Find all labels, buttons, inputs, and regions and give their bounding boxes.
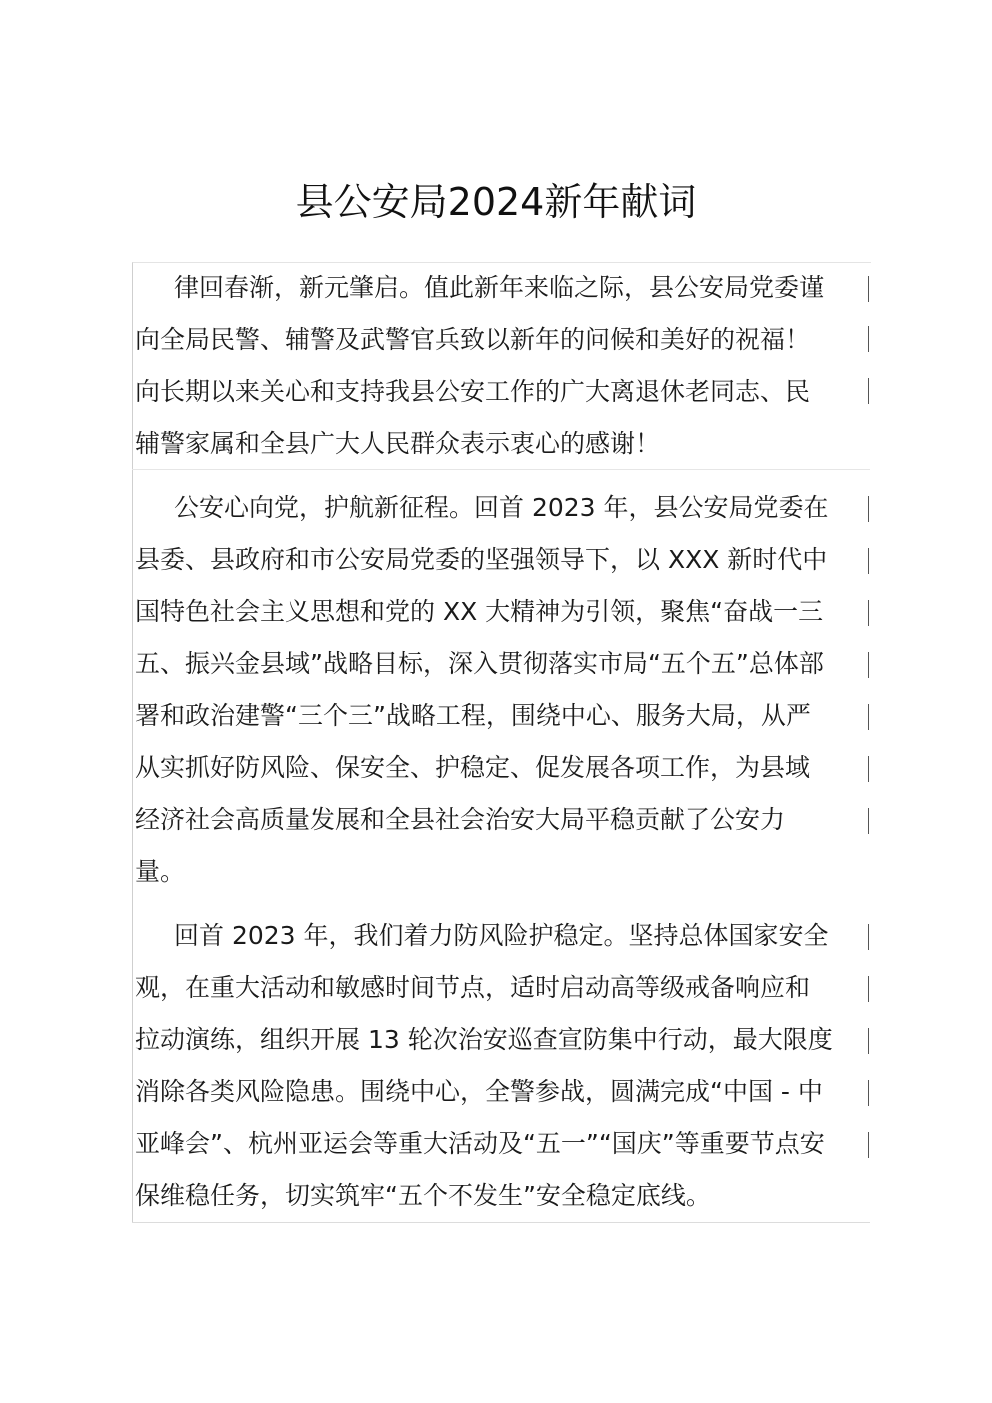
paragraph-separator: [132, 469, 870, 470]
paragraph-line: 署和政治建警“三个三”战略工程，围绕中心、服务大局，从严: [135, 701, 811, 730]
paragraph-line: 回首 2023 年，我们着力防风险护稳定。坚持总体国家安全: [174, 921, 829, 950]
paragraph-line: 县委、县政府和市公安局党委的坚强领导下，以 XXX 新时代中: [135, 545, 828, 574]
paragraph-line: 国特色社会主义思想和党的 XX 大精神为引领，聚焦“奋战一三: [135, 597, 824, 626]
line-end-bar: [868, 756, 869, 782]
paragraph-line: 观，在重大活动和敏感时间节点，适时启动高等级戒备响应和: [135, 973, 811, 1002]
line-end-bar: [868, 924, 869, 950]
line-end-bar: [868, 496, 869, 522]
document-title: 县公安局2024新年献词: [295, 180, 697, 224]
line-end-bar: [868, 976, 869, 1002]
line-end-bar: [868, 548, 869, 574]
paragraph-line: 经济社会高质量发展和全县社会治安大局平稳贡献了公安力: [135, 805, 786, 834]
paragraph-line: 辅警家属和全县广大人民群众表示衷心的感谢！: [135, 429, 661, 458]
line-end-bar: [868, 1132, 869, 1158]
paragraph-line: 亚峰会”、杭州亚运会等重大活动及“五一”“国庆”等重要节点安: [135, 1129, 825, 1158]
paragraph-line: 律回春渐，新元肇启。值此新年来临之际，县公安局党委谨: [174, 273, 825, 302]
line-end-bar: [868, 600, 869, 626]
paragraph-line: 消除各类风险隐患。围绕中心，全警参战，圆满完成“中国 - 中: [135, 1077, 823, 1106]
line-end-bar: [868, 276, 869, 302]
line-end-bar: [868, 1080, 869, 1106]
paragraph-line: 保维稳任务，切实筑牢“五个不发生”安全稳定底线。: [135, 1181, 711, 1210]
line-end-bar: [868, 1028, 869, 1054]
paragraph-1: [132, 270, 870, 458]
paragraph-line: 五、振兴金县域”战略目标，深入贯彻落实市局“五个五”总体部: [135, 649, 824, 678]
line-end-bar: [868, 808, 869, 834]
paragraph-line: 量。: [135, 857, 186, 886]
paragraph-line: 从实抓好防风险、保安全、护稳定、促发展各项工作，为县域: [135, 753, 811, 782]
paragraph-3: [132, 918, 870, 1218]
frame-bottom-border: [132, 1222, 870, 1223]
paragraph-line: 向全局民警、辅警及武警官兵致以新年的问候和美好的祝福！: [135, 325, 811, 354]
paragraph-line: 拉动演练，组织开展 13 轮次治安巡查宣防集中行动，最大限度: [135, 1025, 833, 1054]
line-end-bar: [868, 652, 869, 678]
line-end-bar: [868, 378, 869, 404]
line-end-bar: [868, 704, 869, 730]
line-end-bar: [868, 326, 869, 352]
paragraph-2: [132, 490, 870, 890]
paragraph-line: 公安心向党，护航新征程。回首 2023 年，县公安局党委在: [174, 493, 829, 522]
paragraph-line: 向长期以来关心和支持我县公安工作的广大离退休老同志、民: [135, 377, 811, 406]
